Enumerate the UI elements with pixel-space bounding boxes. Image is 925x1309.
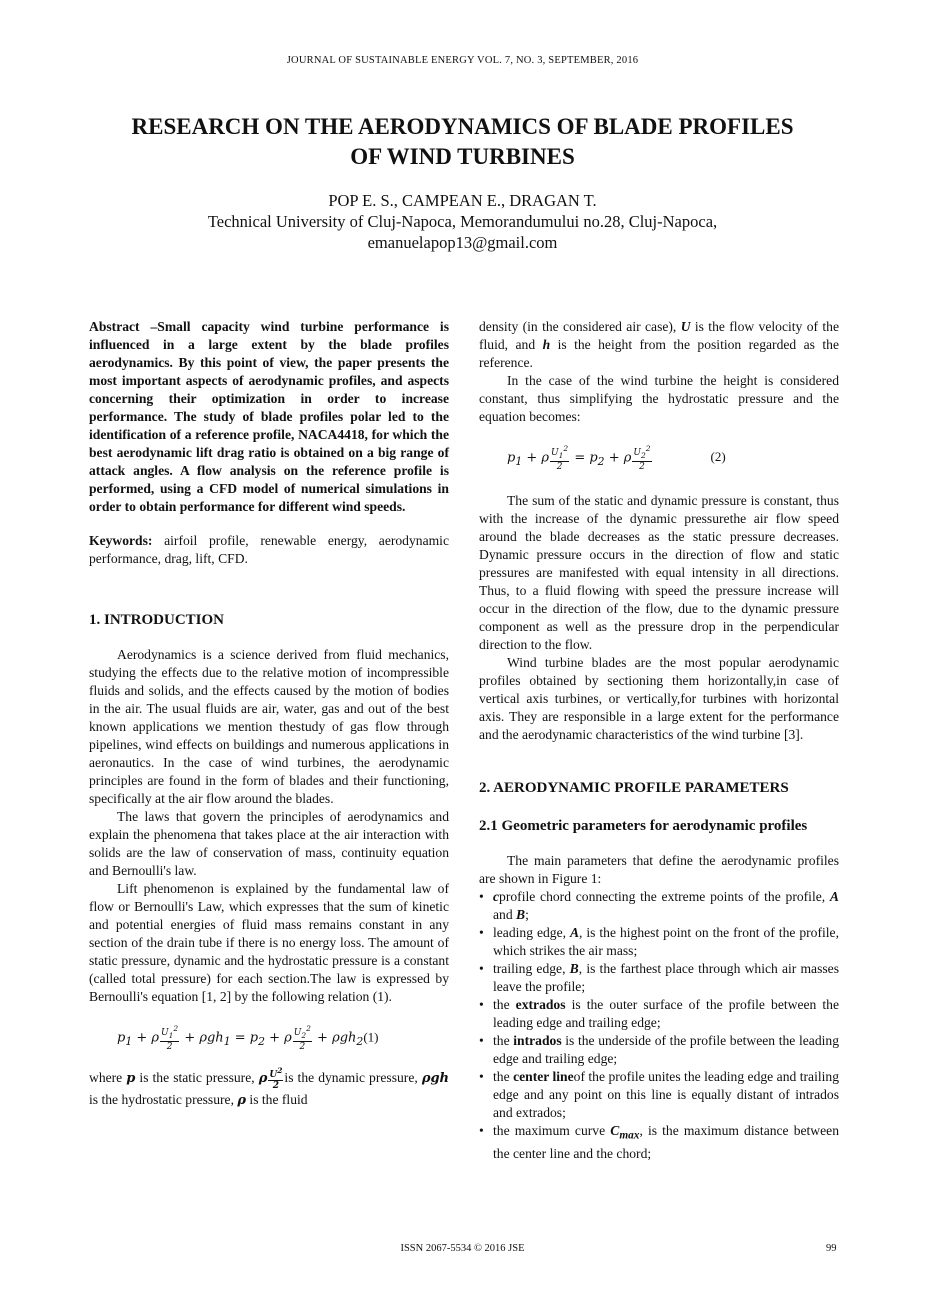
affiliation: Technical University of Cluj-Napoca, Memorandumului no.28, Cluj-Napoca, [207,212,718,231]
right-paragraph-1: density (in the considered air case), U is the flow velocity of the fluid, and h is the height from the position regarded as the reference. [479,319,840,370]
list-item: • the maximum curve $C_{max}$, is the maximum distance between the center line and the chord; [479,1122,839,1163]
footer-issn: ISSN 2067-5534 © 2016 JSE [400,1243,525,1254]
keywords-text: airfoil profile, renewable energy, aerodynamic performance, drag, lift, CFD. [89,533,449,566]
title-line-1: RESEARCH ON THE AERODYNAMICS OF BLADE PROFILES [131,114,794,139]
right-paragraph-2: In the case of the wind turbine the height is considered constant, thus simplifying the hydrostatic pressure and the equation becomes: [479,373,839,424]
intro-paragraph-1: Aerodynamics is a science derived from fluid mechanics, studying the effects due to the relative motion of incompressible fluids and solids, and the effects caused by the motion of bodies in the air. The usual fluids are air, water, gas and out of the best known applications we mention thestudy of gas flow through pipelines, wind effects on buildings and numerous applications in aeronautics. In the case of wind turbines, the aerodynamic principles are found in the form of blades and their functioning, specifically at the air flow around the blades. [89,647,449,806]
paper-title [60,112,865,172]
equation-1: $p_1 + \rho$ $\frac{U_1^2}{2}$ + $\rho gh_1 = p_2 + \rho$ $\frac{U_2^2}{2}$ + ρgh$_2$(1) [117,1024,379,1052]
abstract: Abstract –Small capacity wind turbine performance is influenced in a large extent by the blade profiles aerodynamics. By this point of view, the paper presents the most important aspects of aerodynamic profiles, and aspects concerning their optimization in order to increase performance. The study of blade profiles polar led to the identification of a reference profile, NACA4418, for which the best aerodynamic lift drag ratio is obtained on a big range of attack angles. A flow analysis on the reference profile is performed, using a CFD model of numerical simulations in order to obtain performance for different wind speeds. [89,319,449,514]
left-column [89,318,449,1110]
parameter-list [479,888,839,1163]
author-block [60,190,865,253]
authors: POP E. S., CAMPEAN E., DRAGAN T. [328,191,597,210]
equation-1-number: (1) [363,1029,379,1045]
equation-2-number: (2) [710,449,726,465]
list-item: • the extrados is the outer surface of the profile between the leading edge and trailing edge; [479,996,839,1032]
list-item: • cprofile chord connecting the extreme points of the profile, A and B; [479,888,839,924]
list-item: • the intrados is the underside of the profile between the leading edge and trailing edge; [479,1032,839,1068]
intro-paragraph-2: The laws that govern the principles of aerodynamics and explain the phenomena that takes place at the air interaction with solids are the law of conservation of mass, continuity equation and Bernoulli's law. [89,809,449,878]
section-2-heading: 2. AERODYNAMIC PROFILE PARAMETERS [479,779,789,796]
right-paragraph-3: The sum of the static and dynamic pressure is constant, thus with the increase of the dynamic pressurethe air flow speed around the blade decreases as the static pressure decreases. Dynamic pressure occurs in the direction of flow and static pressures are manifested with equal intensity in all directions. Thus, to a fluid flowing with speed the pressure increase will occur in the direction of the flow, due to the dynamic pressure component as well as the pressure drop in the perpendicular direction to the flow. [479,492,839,652]
title-line-2: OF WIND TURBINES [350,144,575,169]
keywords [89,532,449,568]
right-column [479,318,839,1163]
keywords-label: Keywords: [89,533,153,548]
section-1-heading: 1. INTRODUCTION [89,612,225,628]
list-item: • the center lineof the profile unites the leading edge and trailing edge and any point on this line is equally distant of intrados and extrados; [479,1068,839,1122]
list-item: • leading edge, A, is the highest point on the front of the profile, which strikes the air mass; [479,924,839,960]
intro-paragraph-3: Lift phenomenon is explained by the fundamental law of flow or Bernoulli's Law, which expresses that the sum of kinetic and potential energies of fluid mass remains constant in any section of the drain tube if there is no energy loss. The amount of static pressure, dynamic and the hydrostatic pressure is a constant (called total pressure) for each section.The law is expressed by Bernoulli's equation [1, 2] by the following relation (1). [89,881,449,1004]
right-paragraph-4: Wind turbine blades are the most popular aerodynamic profiles obtained by sectioning them horizontally,in case of vertical axis turbines, or vertically,for turbines with horizontal axis. They are responsible in a large extent for the performance and the aerodynamic characteristics of the wind turbine [3]. [479,654,839,742]
where-paragraph: where p is the static pressure, ρ $\frac{U^2}{2}$ is the dynamic pressure, ρgh is the hydrostatic pressure, ρ is the fluid [89,1065,449,1108]
journal-header: JOURNAL OF SUSTAINABLE ENERGY VOL. 7, NO. 3, SEPTEMBER, 2016 [286,55,639,66]
list-item: • trailing edge, B, is the farthest place through which air masses leave the profile; [479,960,839,996]
page-number: 99 [826,1243,837,1254]
section-2-1-intro: The main parameters that define the aerodynamic profiles are shown in Figure 1: [479,852,839,886]
email: emanuelapop13@gmail.com [367,233,558,252]
equation-2: $p_1 + \rho$ $\frac{U_1^2}{2}$ = $p_2 + \rho$ $\frac{U_2^2}{2}$ (2) [507,444,726,472]
section-2-1-heading: 2.1 Geometric parameters for aerodynamic profiles [479,817,808,834]
